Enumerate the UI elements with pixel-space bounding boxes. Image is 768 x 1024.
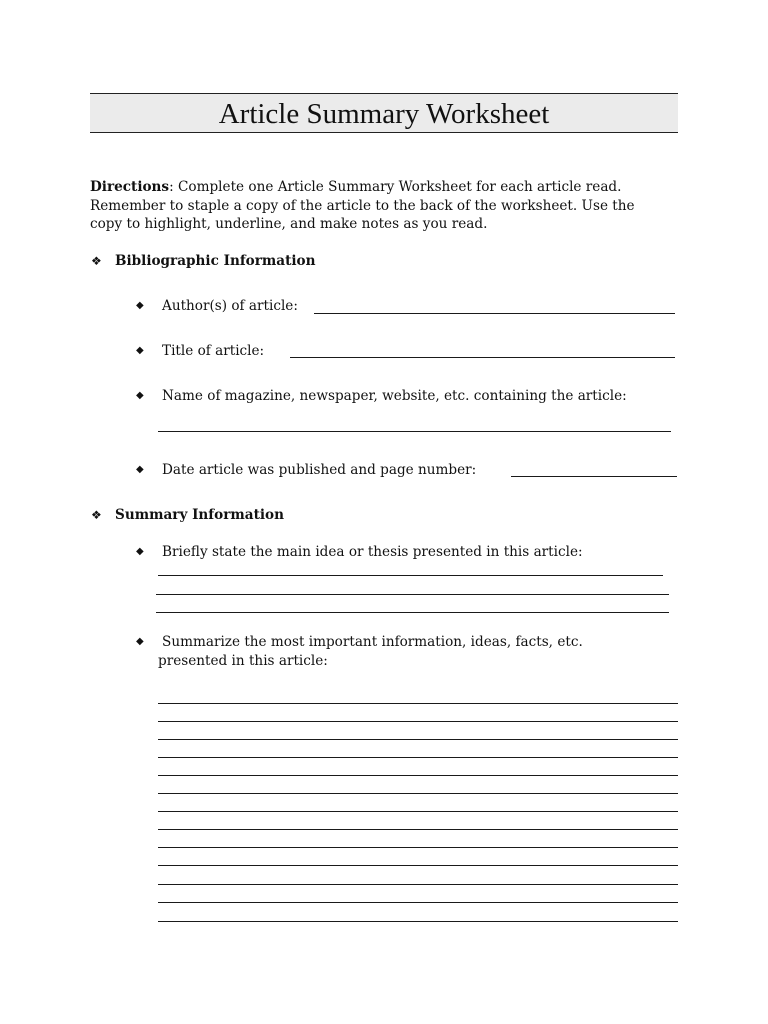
summary-writing-line[interactable] [158, 703, 678, 704]
bullet-icon: ◆ [136, 345, 144, 356]
diamond-cross-icon: ❖ [91, 508, 102, 522]
bullet-icon: ◆ [136, 546, 144, 557]
summary-writing-line[interactable] [158, 865, 678, 866]
bullet-icon: ◆ [136, 300, 144, 311]
bullet-icon: ◆ [136, 464, 144, 475]
summary-writing-line[interactable] [158, 884, 678, 885]
bullet-icon: ◆ [136, 636, 144, 647]
directions-line-1: : Complete one Article Summary Worksheet for each article read. [169, 179, 622, 195]
page-title: Article Summary Worksheet [218, 97, 550, 130]
summary-heading [91, 507, 284, 523]
summary-writing-line[interactable] [158, 847, 678, 848]
title-banner [90, 93, 678, 133]
directions-label: Directions [90, 179, 170, 195]
main-idea-line[interactable] [158, 575, 663, 576]
summary-writing-line[interactable] [158, 811, 678, 812]
date-label: Date article was published and page number: [162, 462, 477, 478]
main-idea-label: Briefly state the main idea or thesis presented in this article: [162, 544, 583, 560]
summary-heading-text: Summary Information [115, 507, 284, 523]
summary-writing-line[interactable] [158, 721, 678, 722]
directions-line-3: copy to highlight, underline, and make notes as you read. [90, 216, 488, 232]
diamond-cross-icon: ❖ [91, 254, 102, 268]
publication-label: Name of magazine, newspaper, website, etc. containing the article: [162, 388, 627, 404]
summary-writing-line[interactable] [158, 829, 678, 830]
important-info-label-line-1: Summarize the most important information, ideas, facts, etc. [162, 634, 583, 650]
main-idea-line[interactable] [156, 612, 669, 613]
bibliographic-heading [91, 253, 316, 269]
main-idea-line[interactable] [156, 594, 669, 595]
author-field-line[interactable] [314, 313, 675, 314]
author-label: Author(s) of article: [162, 298, 298, 314]
summary-writing-line[interactable] [158, 902, 678, 903]
summary-writing-line[interactable] [158, 775, 678, 776]
date-field-line[interactable] [511, 476, 677, 477]
bullet-icon: ◆ [136, 390, 144, 401]
bibliographic-heading-text: Bibliographic Information [115, 253, 316, 269]
directions-paragraph [90, 178, 690, 234]
summary-writing-line[interactable] [158, 739, 678, 740]
title-field-line[interactable] [290, 357, 675, 358]
summary-writing-line[interactable] [158, 793, 678, 794]
summary-writing-line[interactable] [158, 757, 678, 758]
directions-line-2: Remember to staple a copy of the article to the back of the worksheet. Use the [90, 197, 635, 214]
summary-writing-line[interactable] [158, 921, 678, 922]
important-info-label-line-2: presented in this article: [158, 653, 328, 669]
title-label: Title of article: [162, 343, 265, 359]
publication-field-line[interactable] [158, 431, 671, 432]
